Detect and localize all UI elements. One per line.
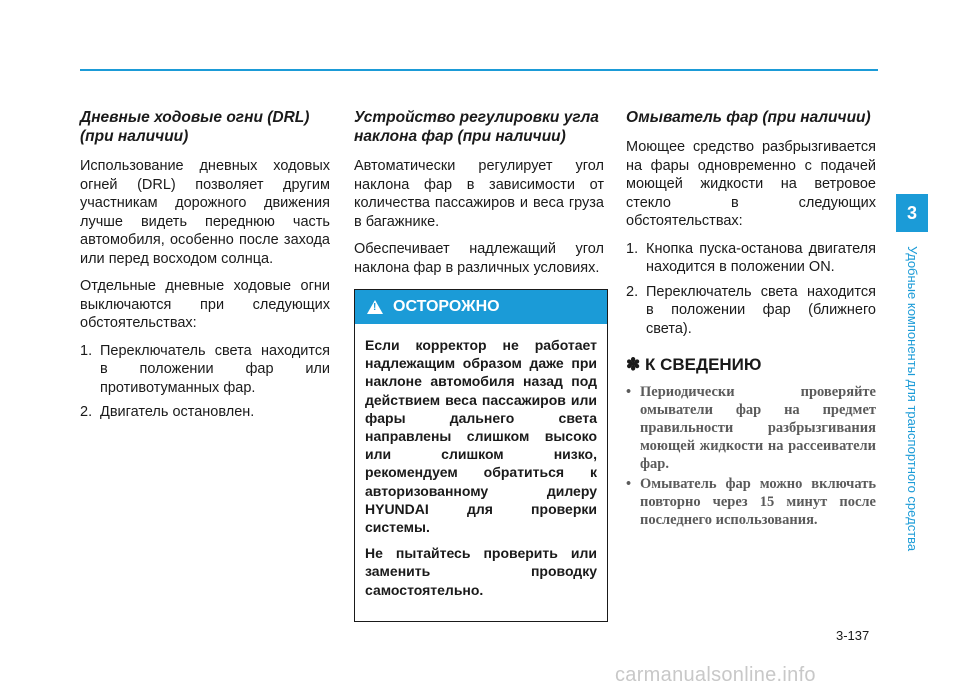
list-number: 1.	[80, 342, 93, 359]
page-number: 3-137	[836, 628, 870, 643]
column-washer	[626, 108, 876, 531]
warning-icon	[367, 300, 383, 314]
list-number: 2.	[80, 404, 93, 420]
warning-text: Не пытайтесь проверить или заменить проводку самостоятельно.	[365, 545, 597, 598]
note-item	[626, 475, 876, 529]
note-heading: ✽ К СВЕДЕНИЮ	[626, 355, 762, 374]
section-title-drl: Дневные ходовые огни (DRL) (при наличии)	[80, 109, 310, 145]
paragraph: Использование дневных ходовых огней (DRL) позволяет другим участникам дорожного движения лучше видеть переднюю часть автомобиля, особенно после захода или перед восходом солнца.	[80, 158, 330, 267]
bullet-icon: •	[626, 383, 632, 400]
section-title-washer: Омыватель фар (при наличии)	[626, 109, 871, 126]
paragraph: Моющее средство разбрызгивается на фары одновременно с подачей моющей жидкости на ветровое стекло в следующих обстоятельствах:	[626, 139, 876, 229]
top-rule	[80, 69, 878, 71]
list-item	[80, 403, 330, 422]
watermark: carmanualsonline.info	[615, 664, 816, 686]
list-item	[626, 283, 876, 339]
list-item	[80, 342, 330, 398]
list-text: Двигатель остановлен.	[100, 404, 255, 420]
column-leveling	[354, 108, 604, 622]
column-drl	[80, 108, 330, 428]
list-text: Переключатель света находится в положении фар (ближнего света).	[646, 283, 876, 337]
list-number: 2.	[626, 283, 639, 300]
paragraph: Автоматически регулирует угол наклона фар в зависимости от количества пассажиров и веса груза в багажнике.	[354, 158, 604, 230]
section-title-leveling: Устройство регулировки угла наклона фар (при наличии)	[354, 109, 599, 145]
chapter-side-label: Удобные компоненты для транспортного средства	[905, 246, 920, 552]
warning-header	[355, 290, 607, 324]
warning-box	[354, 289, 608, 622]
note-item	[626, 383, 876, 473]
warning-text: Если корректор не работает надлежащим образом даже при наклоне автомобиля назад под действием веса пассажиров или фары дальнего света направлены слишком высоко или слишком низко, рекомендуем обратиться к авторизованному дилеру HYUNDAI для проверки системы.	[365, 337, 597, 536]
paragraph: Обеспечивает надлежащий угол наклона фар в различных условиях.	[354, 241, 604, 276]
list-text: Кнопка пуска-останова двигателя находится в положении ON.	[646, 240, 876, 275]
list-number: 1.	[626, 240, 639, 257]
note-text: Периодически проверяйте омыватели фар на предмет правильности разбрызгивания моющей жидкости на рассеиватели фар.	[640, 383, 876, 472]
warning-body	[355, 324, 607, 621]
chapter-tab: 3	[896, 194, 928, 232]
list-item	[626, 240, 876, 277]
warning-label: ОСТОРОЖНО	[393, 297, 500, 315]
list-text: Переключатель света находится в положении фар или противотуманных фар.	[100, 342, 330, 396]
bullet-icon: •	[626, 475, 632, 492]
paragraph: Отдельные дневные ходовые огни выключаются при следующих обстоятельствах:	[80, 278, 330, 331]
note-text: Омыватель фар можно включать повторно через 15 минут после последнего использования.	[640, 475, 876, 528]
